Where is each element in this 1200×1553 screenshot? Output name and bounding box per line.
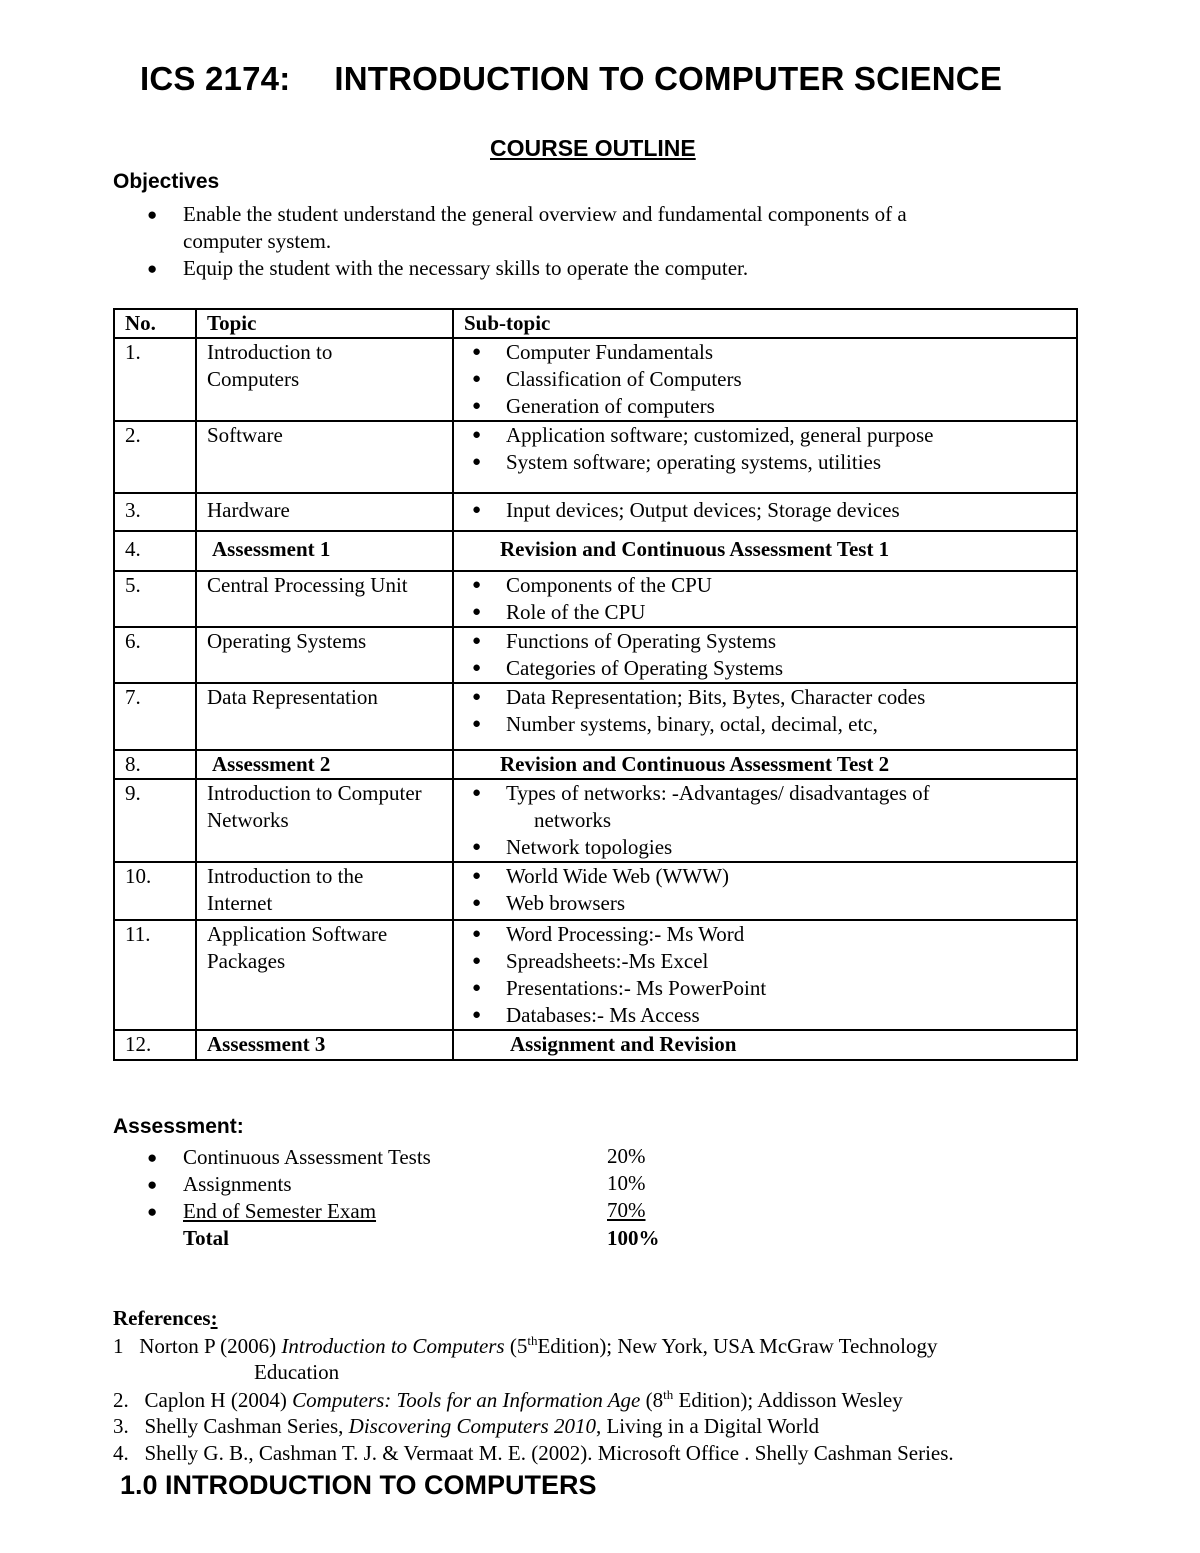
- row-topic: Assessment 1: [196, 531, 453, 571]
- row-topic: Central Processing Unit: [196, 571, 453, 627]
- references-heading: References:: [113, 1306, 218, 1330]
- row-no: 10.: [114, 862, 196, 920]
- row-subtopics: [453, 338, 1077, 421]
- table-row: [114, 627, 1077, 683]
- table-row: [114, 779, 1077, 862]
- row-subtopic-plain: Revision and Continuous Assessment Test 1: [453, 531, 1077, 571]
- objective-item: ● Enable the student understand the general overview and fundamental components of a: [147, 202, 907, 226]
- table-row: [114, 750, 1077, 779]
- row-topic: Introduction to Computers: [196, 338, 453, 421]
- row-topic: Assessment 3: [196, 1030, 453, 1060]
- table-row: [114, 493, 1077, 531]
- list-item: ● Classification of Computers: [464, 366, 1076, 393]
- table-row: [114, 338, 1077, 421]
- assessment-total-percent: 100%: [607, 1226, 660, 1250]
- row-topic: Assessment 2: [196, 750, 453, 779]
- assessment-total-label: Total: [183, 1226, 229, 1250]
- bullet-icon: ●: [147, 1202, 158, 1221]
- table-row: [114, 571, 1077, 627]
- list-item: ● Number systems, binary, octal, decimal, etc,: [464, 711, 1076, 738]
- list-item: ● Categories of Operating Systems: [464, 655, 1076, 682]
- list-item: ● System software; operating systems, utilities: [464, 449, 1076, 476]
- table-row: [114, 862, 1077, 920]
- header-topic: Topic: [196, 309, 453, 338]
- reference-item: 3. Shelly Cashman Series, Discovering Computers 2010, Living in a Digital World: [113, 1414, 820, 1438]
- course-outline-heading: COURSE OUTLINE: [490, 135, 696, 161]
- row-subtopics: [453, 627, 1077, 683]
- list-item: ● Functions of Operating Systems: [464, 628, 1076, 655]
- bullet-icon: ●: [147, 1148, 158, 1167]
- list-item: ● Application software; customized, general purpose: [464, 422, 1076, 449]
- row-no: 4.: [114, 531, 196, 571]
- table-row: [114, 421, 1077, 493]
- row-subtopics: [453, 493, 1077, 531]
- course-code: ICS 2174:: [140, 60, 291, 97]
- row-topic: Application Software Packages: [196, 920, 453, 1030]
- row-no: 2.: [114, 421, 196, 493]
- assessment-percent: 10%: [607, 1171, 646, 1195]
- assessment-heading: Assessment:: [113, 1115, 244, 1138]
- row-topic: Data Representation: [196, 683, 453, 750]
- table-row: [114, 1030, 1077, 1060]
- row-subtopics: [453, 571, 1077, 627]
- document-title: [140, 60, 1002, 98]
- row-subtopics: [453, 421, 1077, 493]
- row-topic: Hardware: [196, 493, 453, 531]
- list-item: ● Data Representation; Bits, Bytes, Character codes: [464, 684, 1076, 711]
- assessment-item: ● Continuous Assessment Tests: [147, 1145, 431, 1169]
- course-outline-table: [113, 308, 1078, 1061]
- list-item: ● Types of networks: -Advantages/ disadvantages of networks: [464, 780, 1076, 834]
- list-item: ● Role of the CPU: [464, 599, 1076, 626]
- row-subtopic-plain: Assignment and Revision: [453, 1030, 1077, 1060]
- row-no: 5.: [114, 571, 196, 627]
- row-no: 1.: [114, 338, 196, 421]
- row-no: 3.: [114, 493, 196, 531]
- table-row: [114, 683, 1077, 750]
- assessment-item: ● End of Semester Exam: [147, 1199, 377, 1223]
- row-subtopics: [453, 683, 1077, 750]
- row-subtopics: [453, 920, 1077, 1030]
- list-item: ● Databases:- Ms Access: [464, 1002, 1076, 1029]
- assessment-percent: 20%: [607, 1144, 646, 1168]
- list-item: ● Input devices; Output devices; Storage devices: [464, 497, 1076, 524]
- list-item: ● Spreadsheets:-Ms Excel: [464, 948, 1076, 975]
- row-no: 8.: [114, 750, 196, 779]
- objective-item-continued: computer system.: [183, 229, 332, 253]
- row-topic: Introduction to the Internet: [196, 862, 453, 920]
- row-subtopic-plain: Revision and Continuous Assessment Test 2: [453, 750, 1077, 779]
- reference-item: 1 Norton P (2006) Introduction to Computers (5thEdition); New York, USA McGraw Technology: [113, 1333, 938, 1358]
- header-subtopic: Sub-topic: [453, 309, 1077, 338]
- row-topic: Operating Systems: [196, 627, 453, 683]
- objectives-heading: Objectives: [113, 170, 220, 193]
- assessment-item: ● Assignments: [147, 1172, 292, 1196]
- bullet-icon: ●: [147, 259, 158, 278]
- reference-item-continued: Education: [254, 1360, 340, 1384]
- table-row: [114, 531, 1077, 571]
- assessment-percent: 70%: [607, 1198, 646, 1222]
- row-topic: Software: [196, 421, 453, 493]
- table-row: [114, 920, 1077, 1030]
- objective-item: ● Equip the student with the necessary skills to operate the computer.: [147, 256, 749, 280]
- bullet-icon: ●: [147, 205, 158, 224]
- list-item: ● World Wide Web (WWW): [464, 863, 1076, 890]
- list-item: ● Presentations:- Ms PowerPoint: [464, 975, 1076, 1002]
- bullet-icon: ●: [147, 1175, 158, 1194]
- list-item: ● Network topologies: [464, 834, 1076, 861]
- list-item: ● Generation of computers: [464, 393, 1076, 420]
- reference-item: 2. Caplon H (2004) Computers: Tools for an Information Age (8th Edition); Addisson Wesley: [113, 1387, 903, 1412]
- list-item: ● Computer Fundamentals: [464, 339, 1076, 366]
- table-header-row: [114, 309, 1077, 338]
- row-no: 12.: [114, 1030, 196, 1060]
- row-topic: Introduction to Computer Networks: [196, 779, 453, 862]
- row-no: 6.: [114, 627, 196, 683]
- reference-item: 4. Shelly G. B., Cashman T. J. & Vermaat M. E. (2002). Microsoft Office . Shelly Cashman Series.: [113, 1441, 954, 1465]
- course-title: INTRODUCTION TO COMPUTER SCIENCE: [334, 60, 1003, 97]
- list-item: ● Word Processing:- Ms Word: [464, 921, 1076, 948]
- list-item: ● Web browsers: [464, 890, 1076, 917]
- row-subtopics: [453, 779, 1077, 862]
- header-no: No.: [114, 309, 196, 338]
- row-no: 9.: [114, 779, 196, 862]
- row-no: 7.: [114, 683, 196, 750]
- section-heading: 1.0 INTRODUCTION TO COMPUTERS: [120, 1470, 597, 1500]
- row-no: 11.: [114, 920, 196, 1030]
- list-item: ● Components of the CPU: [464, 572, 1076, 599]
- row-subtopics: [453, 862, 1077, 920]
